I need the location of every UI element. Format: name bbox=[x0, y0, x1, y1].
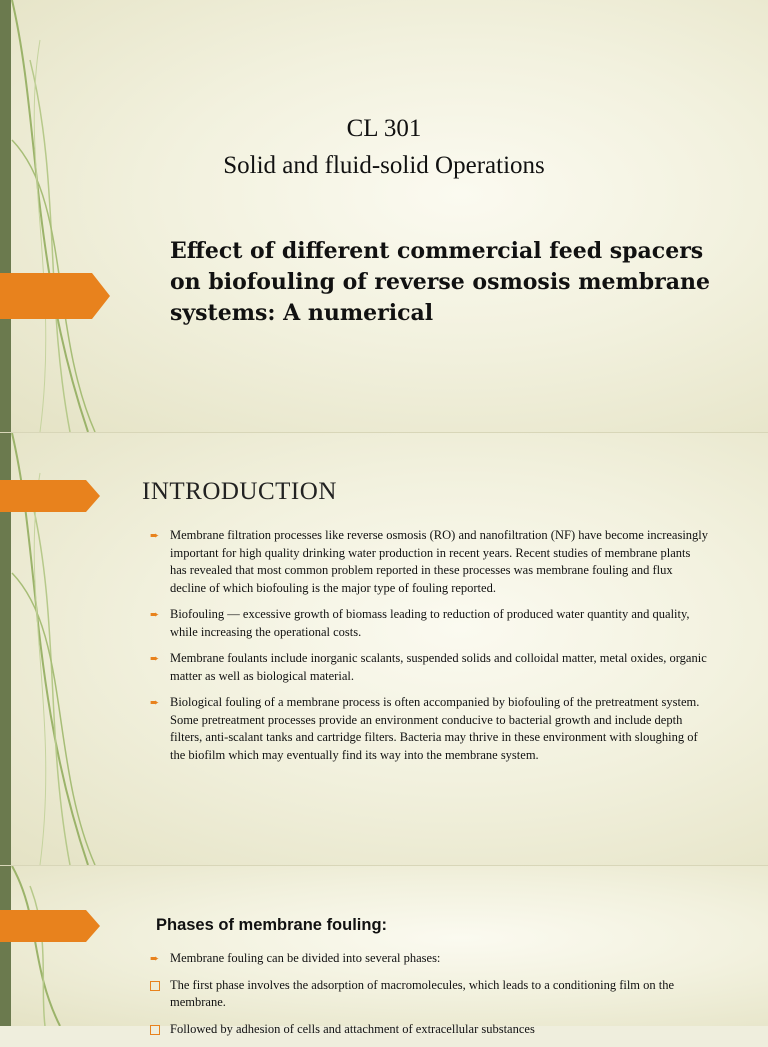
arrow-bullet-icon: ➨ bbox=[150, 697, 160, 709]
arrow-bullet-icon: ➨ bbox=[150, 653, 160, 665]
course-title bbox=[0, 110, 768, 184]
decorative-leaf-curves bbox=[0, 866, 120, 1026]
orange-tab-marker bbox=[0, 910, 100, 942]
decorative-leaf-curves bbox=[0, 0, 120, 432]
course-name: Solid and fluid-solid Operations bbox=[223, 152, 545, 179]
list-item: ➨ Biological fouling of a membrane process is often accompanied by biofouling of the pretreatment system. Some pretreatment processes provide an environment conducive to bacterial growth and include depth filters, anti-scalant tanks and cartridge filters. Bacteria may thrive in these environment with sloughing of the biofilm which may eventually find its way into the membrane system. bbox=[150, 695, 700, 762]
list-item: The first phase involves the adsorption of macromolecules, which leads to a conditioning film on the membrane. bbox=[150, 977, 710, 1012]
introduction-heading: INTRODUCTION bbox=[142, 478, 337, 505]
orange-tab-marker bbox=[0, 480, 100, 512]
list-item: ➨ Membrane filtration processes like reverse osmosis (RO) and nanofiltration (NF) have become increasingly important for high quality drinking water production in recent years. Recent studies of membrane plants has revealed that most common problem reported in these processes was membrane fouling and flux decline of which biofouling is the major type of fouling reported. bbox=[150, 528, 709, 595]
list-item: Followed by adhesion of cells and attachment of extracellular substances bbox=[150, 1021, 710, 1039]
arrow-bullet-icon: ➨ bbox=[150, 530, 160, 542]
presentation-subtitle: Effect of different commercial feed spacers on biofouling of reverse osmosis membrane systems: A numerical bbox=[170, 238, 710, 326]
title-slide bbox=[0, 0, 768, 432]
list-item: ➨ Biofouling — excessive growth of biomass leading to reduction of produced water quantity and quality, while increasing the operational costs. bbox=[150, 607, 690, 639]
list-item: ➨ Membrane fouling can be divided into several phases: bbox=[150, 950, 710, 968]
phases-heading: Phases of membrane fouling: bbox=[156, 916, 388, 934]
introduction-bullet-list bbox=[150, 527, 710, 773]
phases-bullet-list bbox=[150, 950, 710, 1047]
course-code: CL 301 bbox=[346, 115, 422, 142]
square-bullet-icon bbox=[150, 1025, 160, 1035]
orange-tab-marker bbox=[0, 273, 110, 319]
list-item: ➨ Membrane foulants include inorganic scalants, suspended solids and colloidal matter, metal oxides, organic matter as well as biological material. bbox=[150, 651, 707, 683]
square-bullet-icon bbox=[150, 981, 160, 991]
arrow-bullet-icon: ➨ bbox=[150, 609, 160, 621]
arrow-bullet-icon: ➨ bbox=[150, 953, 160, 965]
